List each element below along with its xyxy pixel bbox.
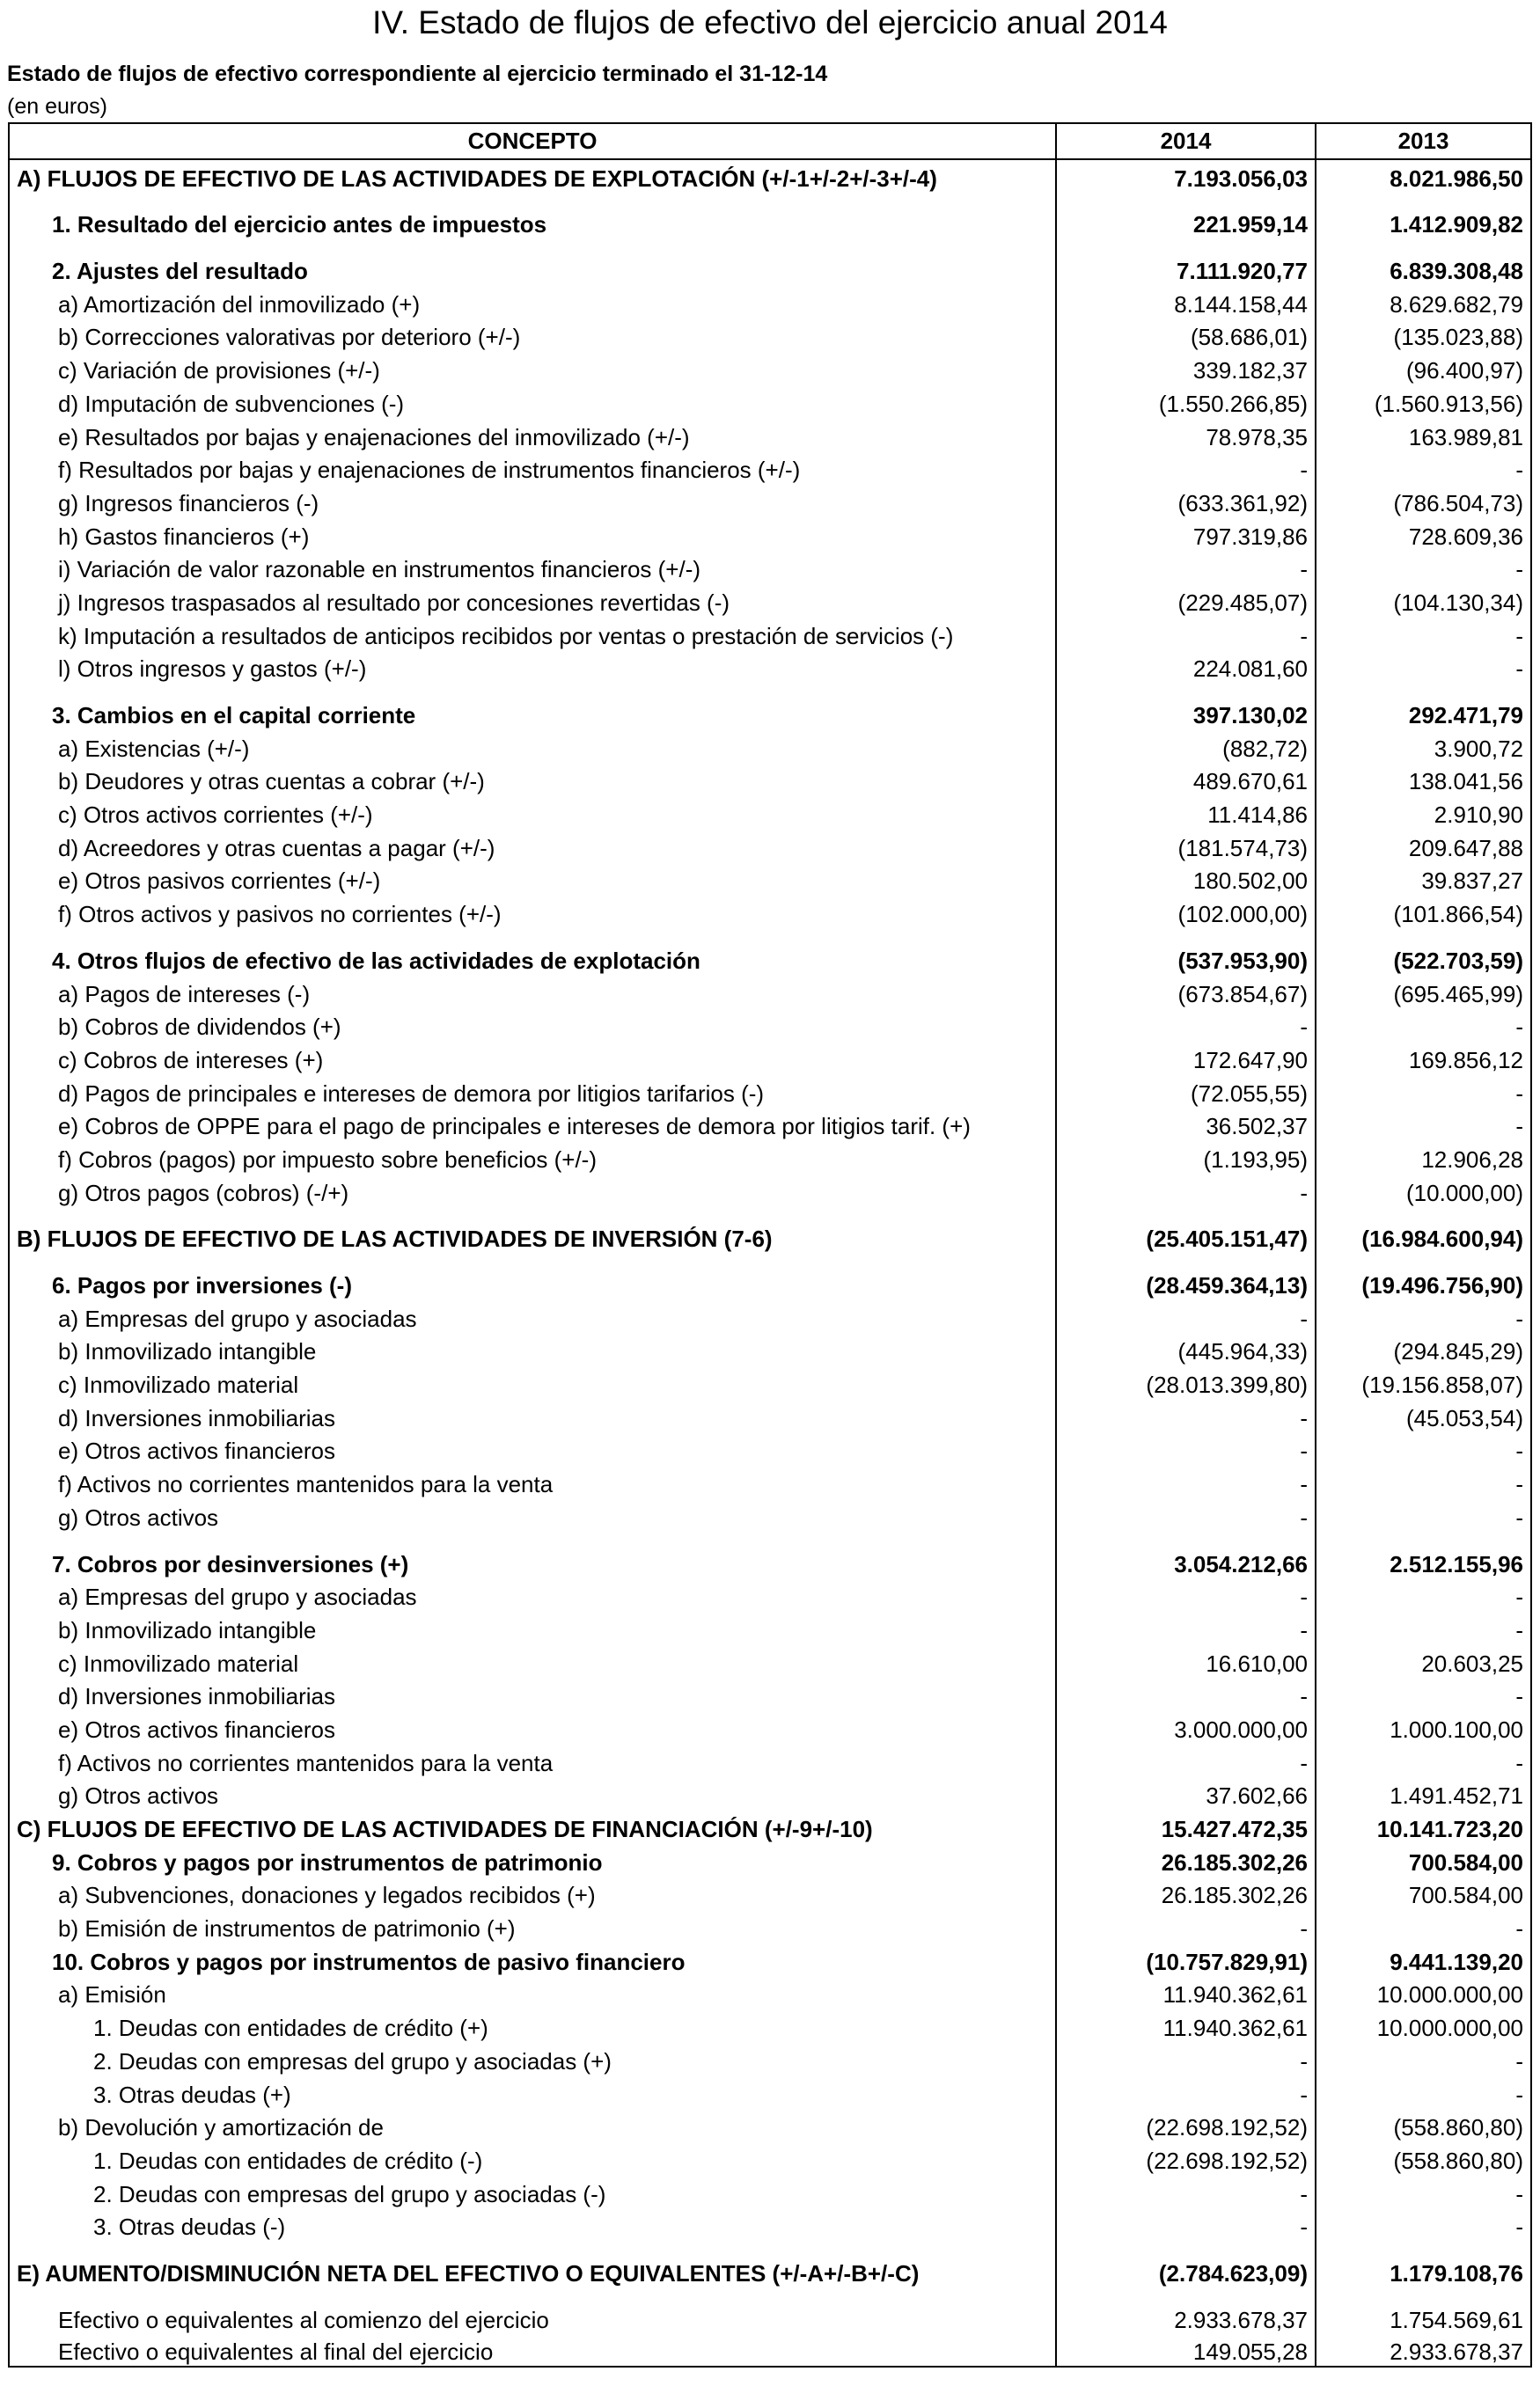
row-concept: g) Otros activos — [9, 1777, 1056, 1811]
row-value-2013: 10.000.000,00 — [1316, 1976, 1531, 2009]
table-row — [9, 1976, 1531, 2009]
table-row — [9, 1578, 1531, 1612]
row-concept: f) Otros activos y pasivos no corrientes (+/-) — [9, 895, 1056, 928]
row-value-2014: 37.602,66 — [1056, 1777, 1316, 1811]
row-concept: a) Emisión — [9, 1976, 1056, 2009]
row-concept: 3. Cambios en el capital corriente — [9, 683, 1056, 729]
table-row — [9, 451, 1531, 485]
row-value-2013: 12.906,28 — [1316, 1140, 1531, 1174]
row-value-2013: - — [1316, 1678, 1531, 1711]
row-value-2013: 8.629.682,79 — [1316, 285, 1531, 318]
row-concept: c) Inmovilizado material — [9, 1644, 1056, 1678]
row-value-2013: 292.471,79 — [1316, 683, 1531, 729]
row-value-2014: 3.054.212,66 — [1056, 1532, 1316, 1578]
row-value-2014: - — [1056, 2175, 1316, 2208]
table-row — [9, 484, 1531, 517]
table-row — [9, 159, 1531, 193]
row-value-2014: 15.427.472,35 — [1056, 1810, 1316, 1843]
table-row — [9, 617, 1531, 650]
row-value-2014: (181.574,73) — [1056, 829, 1316, 862]
row-value-2013: (1.560.913,56) — [1316, 384, 1531, 418]
row-concept: 4. Otros flujos de efectivo de las actividades de explotación — [9, 928, 1056, 975]
row-concept: c) Variación de provisiones (+/-) — [9, 351, 1056, 384]
row-value-2013: - — [1316, 1465, 1531, 1498]
row-concept: 1. Deudas con entidades de crédito (-) — [9, 2141, 1056, 2175]
row-value-2014: (1.550.266,85) — [1056, 384, 1316, 418]
table-row — [9, 517, 1531, 551]
row-concept: b) Inmovilizado intangible — [9, 1611, 1056, 1644]
row-value-2014: - — [1056, 1909, 1316, 1943]
table-row — [9, 318, 1531, 352]
row-concept: b) Inmovilizado intangible — [9, 1333, 1056, 1366]
table-row — [9, 583, 1531, 617]
row-value-2014: - — [1056, 551, 1316, 584]
row-value-2014: 36.502,37 — [1056, 1108, 1316, 1141]
row-value-2014: - — [1056, 1678, 1316, 1711]
table-row — [9, 1810, 1531, 1843]
row-value-2013: 20.603,25 — [1316, 1644, 1531, 1678]
row-value-2014: (633.361,92) — [1056, 484, 1316, 517]
table-row — [9, 763, 1531, 796]
row-value-2014: - — [1056, 617, 1316, 650]
table-row — [9, 1909, 1531, 1943]
row-value-2013: - — [1316, 1744, 1531, 1777]
row-value-2013: - — [1316, 1498, 1531, 1532]
row-concept: l) Otros ingresos y gastos (+/-) — [9, 650, 1056, 684]
table-row — [9, 1465, 1531, 1498]
table-row — [9, 2287, 1531, 2334]
header-concept: CONCEPTO — [9, 123, 1056, 159]
row-concept: e) Otros activos financieros — [9, 1432, 1056, 1466]
row-concept: e) Cobros de OPPE para el pago de principales e intereses de demora por litigios tarif. (+) — [9, 1108, 1056, 1141]
row-concept: 1. Resultado del ejercicio antes de impuestos — [9, 193, 1056, 239]
row-value-2014: (10.757.829,91) — [1056, 1943, 1316, 1976]
row-value-2014: 8.144.158,44 — [1056, 285, 1316, 318]
row-value-2013: 1.179.108,76 — [1316, 2241, 1531, 2287]
row-value-2013: (104.130,34) — [1316, 583, 1531, 617]
table-row — [9, 2075, 1531, 2109]
row-concept: g) Otros pagos (cobros) (-/+) — [9, 1174, 1056, 1207]
row-concept: a) Amortización del inmovilizado (+) — [9, 285, 1056, 318]
table-row — [9, 975, 1531, 1008]
table-row — [9, 2208, 1531, 2242]
row-value-2013: - — [1316, 451, 1531, 485]
row-value-2013: 1.754.569,61 — [1316, 2287, 1531, 2334]
table-row — [9, 1333, 1531, 1366]
row-value-2013: 2.933.678,37 — [1316, 2334, 1531, 2368]
row-value-2013: 169.856,12 — [1316, 1041, 1531, 1074]
row-value-2013: 39.837,27 — [1316, 862, 1531, 896]
table-row — [9, 1532, 1531, 1578]
row-concept: a) Empresas del grupo y asociadas — [9, 1578, 1056, 1612]
row-value-2013: 209.647,88 — [1316, 829, 1531, 862]
table-row — [9, 1008, 1531, 1042]
table-row — [9, 1777, 1531, 1811]
row-concept: d) Imputación de subvenciones (-) — [9, 384, 1056, 418]
row-concept: e) Otros activos financieros — [9, 1710, 1056, 1744]
row-value-2013: 9.441.139,20 — [1316, 1943, 1531, 1976]
row-value-2013: - — [1316, 1909, 1531, 1943]
table-row — [9, 1710, 1531, 1744]
row-value-2014: 11.414,86 — [1056, 795, 1316, 829]
row-concept: g) Otros activos — [9, 1498, 1056, 1532]
row-value-2014: - — [1056, 1465, 1316, 1498]
row-concept: Efectivo o equivalentes al final del ejercicio — [9, 2334, 1056, 2368]
row-concept: 3. Otras deudas (+) — [9, 2075, 1056, 2109]
row-value-2013: 2.512.155,96 — [1316, 1532, 1531, 1578]
row-value-2014: 16.610,00 — [1056, 1644, 1316, 1678]
row-value-2013: (695.465,99) — [1316, 975, 1531, 1008]
row-value-2014: (72.055,55) — [1056, 1074, 1316, 1108]
table-row — [9, 1174, 1531, 1207]
table-row — [9, 1611, 1531, 1644]
table-row — [9, 1432, 1531, 1466]
row-value-2014: (102.000,00) — [1056, 895, 1316, 928]
row-value-2013: (45.053,54) — [1316, 1399, 1531, 1432]
row-value-2014: 7.193.056,03 — [1056, 159, 1316, 193]
row-value-2013: (135.023,88) — [1316, 318, 1531, 352]
row-value-2014: (58.686,01) — [1056, 318, 1316, 352]
row-value-2013: - — [1316, 2208, 1531, 2242]
row-concept: c) Otros activos corrientes (+/-) — [9, 795, 1056, 829]
row-value-2014: 3.000.000,00 — [1056, 1710, 1316, 1744]
table-row — [9, 285, 1531, 318]
row-value-2014: 2.933.678,37 — [1056, 2287, 1316, 2334]
row-concept: 2. Deudas con empresas del grupo y asociadas (+) — [9, 2042, 1056, 2075]
row-value-2013: 2.910,90 — [1316, 795, 1531, 829]
table-row — [9, 795, 1531, 829]
row-value-2013: (558.860,80) — [1316, 2109, 1531, 2142]
table-row — [9, 1399, 1531, 1432]
row-value-2014: - — [1056, 1399, 1316, 1432]
row-value-2014: - — [1056, 1744, 1316, 1777]
row-value-2013: (522.703,59) — [1316, 928, 1531, 975]
row-value-2014: (1.193,95) — [1056, 1140, 1316, 1174]
table-row — [9, 2241, 1531, 2287]
row-value-2014: 224.081,60 — [1056, 650, 1316, 684]
row-value-2014: 26.185.302,26 — [1056, 1877, 1316, 1910]
row-concept: a) Pagos de intereses (-) — [9, 975, 1056, 1008]
header-year-2013: 2013 — [1316, 123, 1531, 159]
row-concept: a) Existencias (+/-) — [9, 729, 1056, 763]
row-concept: 10. Cobros y pagos por instrumentos de pasivo financiero — [9, 1943, 1056, 1976]
row-value-2014: (22.698.192,52) — [1056, 2141, 1316, 2175]
row-value-2014: 221.959,14 — [1056, 193, 1316, 239]
row-value-2013: (101.866,54) — [1316, 895, 1531, 928]
row-concept: e) Otros pasivos corrientes (+/-) — [9, 862, 1056, 896]
row-concept: e) Resultados por bajas y enajenaciones del inmovilizado (+/-) — [9, 418, 1056, 451]
row-value-2013: (19.496.756,90) — [1316, 1253, 1531, 1299]
row-value-2014: - — [1056, 1432, 1316, 1466]
row-value-2014: (25.405.151,47) — [1056, 1207, 1316, 1254]
row-value-2014: (445.964,33) — [1056, 1333, 1316, 1366]
page-title: IV. Estado de flujos de efectivo del ejercicio anual 2014 — [372, 4, 1168, 40]
table-row — [9, 1943, 1531, 1976]
row-concept: 2. Deudas con empresas del grupo y asociadas (-) — [9, 2175, 1056, 2208]
row-value-2013: - — [1316, 1299, 1531, 1333]
table-row — [9, 1041, 1531, 1074]
row-value-2013: (294.845,29) — [1316, 1333, 1531, 1366]
row-concept: E) AUMENTO/DISMINUCIÓN NETA DEL EFECTIVO O EQUIVALENTES (+/-A+/-B+/-C) — [9, 2241, 1056, 2287]
table-row — [9, 1744, 1531, 1777]
table-row — [9, 1253, 1531, 1299]
row-value-2014: - — [1056, 2075, 1316, 2109]
row-concept: i) Variación de valor razonable en instrumentos financieros (+/-) — [9, 551, 1056, 584]
row-value-2013: (10.000,00) — [1316, 1174, 1531, 1207]
row-concept: C) FLUJOS DE EFECTIVO DE LAS ACTIVIDADES DE FINANCIACIÓN (+/-9+/-10) — [9, 1810, 1056, 1843]
row-concept: 6. Pagos por inversiones (-) — [9, 1253, 1056, 1299]
row-value-2013: 728.609,36 — [1316, 517, 1531, 551]
row-value-2014: 397.130,02 — [1056, 683, 1316, 729]
table-row — [9, 551, 1531, 584]
row-concept: f) Cobros (pagos) por impuesto sobre beneficios (+/-) — [9, 1140, 1056, 1174]
row-concept: c) Inmovilizado material — [9, 1365, 1056, 1399]
table-row — [9, 384, 1531, 418]
table-row — [9, 862, 1531, 896]
table-row — [9, 1108, 1531, 1141]
row-value-2014: (22.698.192,52) — [1056, 2109, 1316, 2142]
row-value-2013: 3.900,72 — [1316, 729, 1531, 763]
row-concept: f) Activos no corrientes mantenidos para la venta — [9, 1744, 1056, 1777]
header-year-2014: 2014 — [1056, 123, 1316, 159]
row-value-2014: - — [1056, 1299, 1316, 1333]
row-concept: f) Activos no corrientes mantenidos para la venta — [9, 1465, 1056, 1498]
row-value-2013: (96.400,97) — [1316, 351, 1531, 384]
row-concept: Efectivo o equivalentes al comienzo del ejercicio — [9, 2287, 1056, 2334]
row-value-2013: - — [1316, 1108, 1531, 1141]
row-value-2014: (2.784.623,09) — [1056, 2241, 1316, 2287]
row-value-2014: - — [1056, 1611, 1316, 1644]
row-concept: b) Devolución y amortización de — [9, 2109, 1056, 2142]
row-value-2013: 1.000.100,00 — [1316, 1710, 1531, 1744]
table-row — [9, 1644, 1531, 1678]
row-value-2013: (19.156.858,07) — [1316, 1365, 1531, 1399]
row-value-2014: - — [1056, 1578, 1316, 1612]
table-row — [9, 1843, 1531, 1877]
table-row — [9, 1299, 1531, 1333]
row-value-2014: 11.940.362,61 — [1056, 1976, 1316, 2009]
row-value-2013: - — [1316, 650, 1531, 684]
row-value-2013: - — [1316, 1008, 1531, 1042]
row-value-2014: 172.647,90 — [1056, 1041, 1316, 1074]
row-value-2013: (16.984.600,94) — [1316, 1207, 1531, 1254]
row-concept: d) Pagos de principales e intereses de demora por litigios tarifarios (-) — [9, 1074, 1056, 1108]
row-concept: 2. Ajustes del resultado — [9, 238, 1056, 285]
row-value-2013: - — [1316, 1578, 1531, 1612]
row-value-2013: (786.504,73) — [1316, 484, 1531, 517]
table-row — [9, 1498, 1531, 1532]
row-value-2014: (882,72) — [1056, 729, 1316, 763]
row-value-2014: (537.953,90) — [1056, 928, 1316, 975]
row-value-2013: (558.860,80) — [1316, 2141, 1531, 2175]
table-row — [9, 1140, 1531, 1174]
currency-note: (en euros) — [7, 94, 107, 119]
row-concept: 7. Cobros por desinversiones (+) — [9, 1532, 1056, 1578]
row-concept: f) Resultados por bajas y enajenaciones de instrumentos financieros (+/-) — [9, 451, 1056, 485]
row-value-2014: 180.502,00 — [1056, 862, 1316, 896]
row-concept: B) FLUJOS DE EFECTIVO DE LAS ACTIVIDADES DE INVERSIÓN (7-6) — [9, 1207, 1056, 1254]
cash-flow-table — [8, 122, 1532, 2368]
table-row — [9, 2109, 1531, 2142]
table-row — [9, 729, 1531, 763]
row-concept: A) FLUJOS DE EFECTIVO DE LAS ACTIVIDADES DE EXPLOTACIÓN (+/-1+/-2+/-3+/-4) — [9, 159, 1056, 193]
header-row — [9, 123, 1531, 159]
row-value-2014: (28.013.399,80) — [1056, 1365, 1316, 1399]
row-concept: c) Cobros de intereses (+) — [9, 1041, 1056, 1074]
row-value-2014: (229.485,07) — [1056, 583, 1316, 617]
row-concept: a) Subvenciones, donaciones y legados recibidos (+) — [9, 1877, 1056, 1910]
row-value-2013: - — [1316, 551, 1531, 584]
table-row — [9, 1207, 1531, 1254]
row-concept: a) Empresas del grupo y asociadas — [9, 1299, 1056, 1333]
row-value-2014: - — [1056, 1008, 1316, 1042]
table-row — [9, 238, 1531, 285]
row-concept: b) Cobros de dividendos (+) — [9, 1008, 1056, 1042]
row-value-2014: - — [1056, 2208, 1316, 2242]
row-value-2014: (673.854,67) — [1056, 975, 1316, 1008]
row-value-2013: - — [1316, 1432, 1531, 1466]
table-row — [9, 193, 1531, 239]
row-value-2013: - — [1316, 1074, 1531, 1108]
row-value-2013: - — [1316, 2042, 1531, 2075]
row-value-2013: 1.412.909,82 — [1316, 193, 1531, 239]
table-row — [9, 2175, 1531, 2208]
row-value-2014: 489.670,61 — [1056, 763, 1316, 796]
row-value-2013: 138.041,56 — [1316, 763, 1531, 796]
row-concept: 9. Cobros y pagos por instrumentos de patrimonio — [9, 1843, 1056, 1877]
row-concept: b) Emisión de instrumentos de patrimonio (+) — [9, 1909, 1056, 1943]
row-value-2013: - — [1316, 1611, 1531, 1644]
row-concept: d) Acreedores y otras cuentas a pagar (+/-) — [9, 829, 1056, 862]
table-row — [9, 2141, 1531, 2175]
table-row — [9, 683, 1531, 729]
table-body — [9, 159, 1531, 2367]
row-value-2014: 78.978,35 — [1056, 418, 1316, 451]
table-row — [9, 1877, 1531, 1910]
row-concept: 3. Otras deudas (-) — [9, 2208, 1056, 2242]
row-value-2014: 339.182,37 — [1056, 351, 1316, 384]
table-row — [9, 829, 1531, 862]
row-value-2013: 10.000.000,00 — [1316, 2009, 1531, 2042]
row-value-2013: 700.584,00 — [1316, 1877, 1531, 1910]
row-value-2013: 1.491.452,71 — [1316, 1777, 1531, 1811]
table-row — [9, 418, 1531, 451]
row-concept: 1. Deudas con entidades de crédito (+) — [9, 2009, 1056, 2042]
row-value-2013: - — [1316, 2075, 1531, 2109]
row-value-2013: 163.989,81 — [1316, 418, 1531, 451]
row-concept: b) Deudores y otras cuentas a cobrar (+/-) — [9, 763, 1056, 796]
table-header — [9, 123, 1531, 159]
row-value-2014: 26.185.302,26 — [1056, 1843, 1316, 1877]
row-value-2013: 10.141.723,20 — [1316, 1810, 1531, 1843]
row-concept: d) Inversiones inmobiliarias — [9, 1678, 1056, 1711]
table-row — [9, 2009, 1531, 2042]
table-row — [9, 895, 1531, 928]
row-value-2013: - — [1316, 617, 1531, 650]
row-concept: j) Ingresos traspasados al resultado por concesiones revertidas (-) — [9, 583, 1056, 617]
row-concept: k) Imputación a resultados de anticipos recibidos por ventas o prestación de servicios (-) — [9, 617, 1056, 650]
row-value-2014: - — [1056, 2042, 1316, 2075]
row-value-2014: 11.940.362,61 — [1056, 2009, 1316, 2042]
row-value-2014: - — [1056, 451, 1316, 485]
row-value-2013: - — [1316, 2175, 1531, 2208]
row-value-2013: 8.021.986,50 — [1316, 159, 1531, 193]
row-value-2014: 7.111.920,77 — [1056, 238, 1316, 285]
table-row — [9, 1074, 1531, 1108]
table-row — [9, 351, 1531, 384]
row-concept: g) Ingresos financieros (-) — [9, 484, 1056, 517]
statement-subtitle: Estado de flujos de efectivo correspondiente al ejercicio terminado el 31-12-14 — [7, 62, 828, 86]
row-value-2014: (28.459.364,13) — [1056, 1253, 1316, 1299]
row-value-2014: 149.055,28 — [1056, 2334, 1316, 2368]
table-row — [9, 1678, 1531, 1711]
row-concept: d) Inversiones inmobiliarias — [9, 1399, 1056, 1432]
table-row — [9, 928, 1531, 975]
table-row — [9, 1365, 1531, 1399]
row-concept: h) Gastos financieros (+) — [9, 517, 1056, 551]
row-value-2014: 797.319,86 — [1056, 517, 1316, 551]
row-value-2013: 6.839.308,48 — [1316, 238, 1531, 285]
table-row — [9, 650, 1531, 684]
row-value-2013: 700.584,00 — [1316, 1843, 1531, 1877]
row-value-2014: - — [1056, 1498, 1316, 1532]
table-row — [9, 2042, 1531, 2075]
row-value-2014: - — [1056, 1174, 1316, 1207]
row-concept: b) Correcciones valorativas por deterioro (+/-) — [9, 318, 1056, 352]
table-row — [9, 2334, 1531, 2368]
